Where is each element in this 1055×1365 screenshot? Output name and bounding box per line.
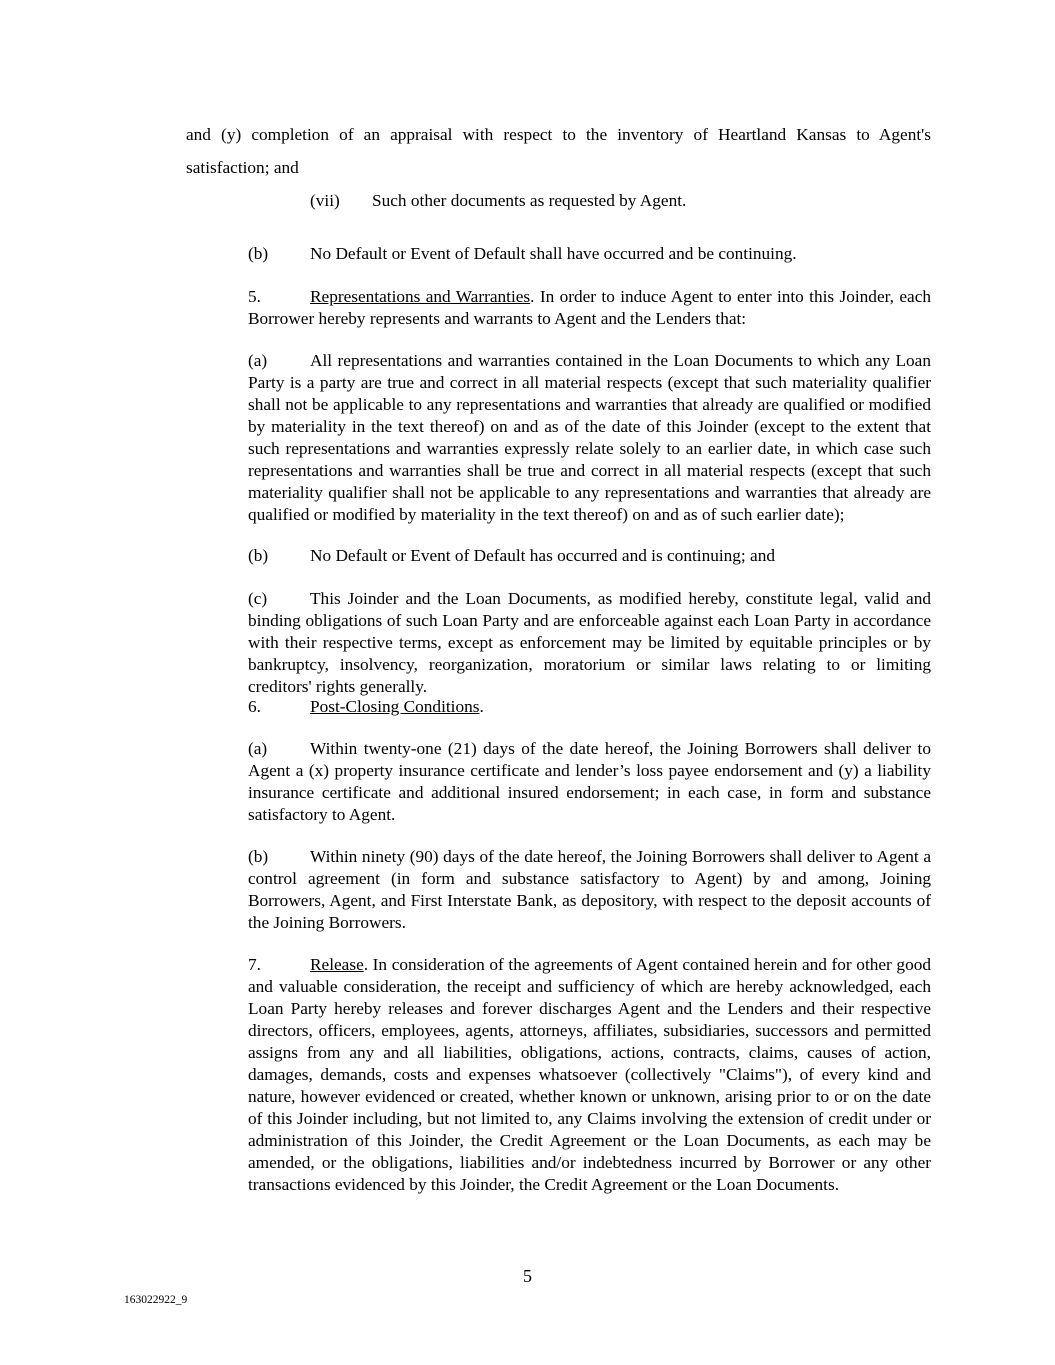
section-5-intro: 5. Representations and Warranties. In order to induce Agent to enter into this Joinder, each Borrower hereby represents and warrants to Agent and the Lenders that: — [248, 287, 932, 328]
page-number: 5 — [523, 1266, 532, 1286]
section-7: 7. Release. In consideration of the agreements of Agent contained herein and for other good and valuable consideration, the receipt and sufficiency of which are hereby acknowledged, each Loan Party hereby releases and forever discharges Agent and the Lenders and their respective directors, officers, employees, agents, attorneys, affiliates, subsidiaries, successors and permitted assigns from any and all liabilities, obligations, actions, contracts, claims, causes of action, damages, demands, costs and expenses whatsoever (collectively "Claims"), of every kind and nature, however evidenced or created, whether known or unknown, arising prior to or on the date of this Joinder including, but not limited to, any Claims involving the extension of credit under or administration of this Joinder, the Credit Agreement or the Loan Documents, as each may be amended, or the obligations, liabilities and/or indebtedness incurred by Borrower or any other transactions evidenced by this Joinder, the Credit Agreement or the Loan Documents. — [248, 955, 931, 1194]
section-6b: (b) Within ninety (90) days of the date hereof, the Joining Borrowers shall deliver to Agent a control agreement (in form and substance satisfactory to Agent) by and among, Joining Borrowers, Agent, and First Interstate Bank, as depository, with respect to the deposit accounts of the Joining Borrowers. — [248, 847, 931, 932]
section-5b: (b) No Default or Event of Default has occurred and is continuing; and — [248, 546, 776, 565]
section-6a: (a) Within twenty-one (21) days of the date hereof, the Joining Borrowers shall deliver to Agent a (x) property insurance certificate and lender’s loss payee endorsement and (y) a liability insurance certificate and additional insured endorsement; in each case, in form and substance satisfactory to Agent. — [248, 739, 931, 824]
continuation-paragraph: and (y) completion of an appraisal with respect to the inventory of Heartland Kansas to Agent's satisfaction; and — [186, 125, 931, 177]
item-4b: (b) No Default or Event of Default shall have occurred and be continuing. — [248, 244, 797, 263]
item-vii: (vii) Such other documents as requested by Agent. — [310, 191, 687, 210]
section-5c: (c) This Joinder and the Loan Documents, as modified hereby, constitute legal, valid and binding obligations of such Loan Party and are enforceable against each Loan Party in accordance with their respective terms, except as enforcement may be limited by equitable principles or by bankruptcy, insolvency, reorganization, moratorium or similar laws relating to or limiting creditors' rights generally. — [248, 589, 931, 696]
section-6-heading-line: 6. Post-Closing Conditions. — [248, 697, 484, 716]
section-7-heading: Release — [310, 955, 364, 974]
section-5a: (a) All representations and warranties contained in the Loan Documents to which any Loan Party is a party are true and correct in all material respects (except that such materiality qualifier shall not be applicable to any representations and warranties that already are qualified or modified by materiality in the text thereof) on and as of the date of this Joinder (except to the extent that such representations and warranties expressly relate solely to an earlier date, in which case such representations and warranties shall be true and correct in all material respects (except that such materiality qualifier shall not be applicable to any representations and warranties that already are qualified or modified by materiality in the text thereof) on and as of such earlier date); — [248, 351, 931, 524]
section-5-heading: Representations and Warranties — [310, 287, 531, 306]
document-id: 163022922_9 — [124, 1294, 188, 1306]
section-6-heading: Post-Closing Conditions — [310, 697, 480, 716]
